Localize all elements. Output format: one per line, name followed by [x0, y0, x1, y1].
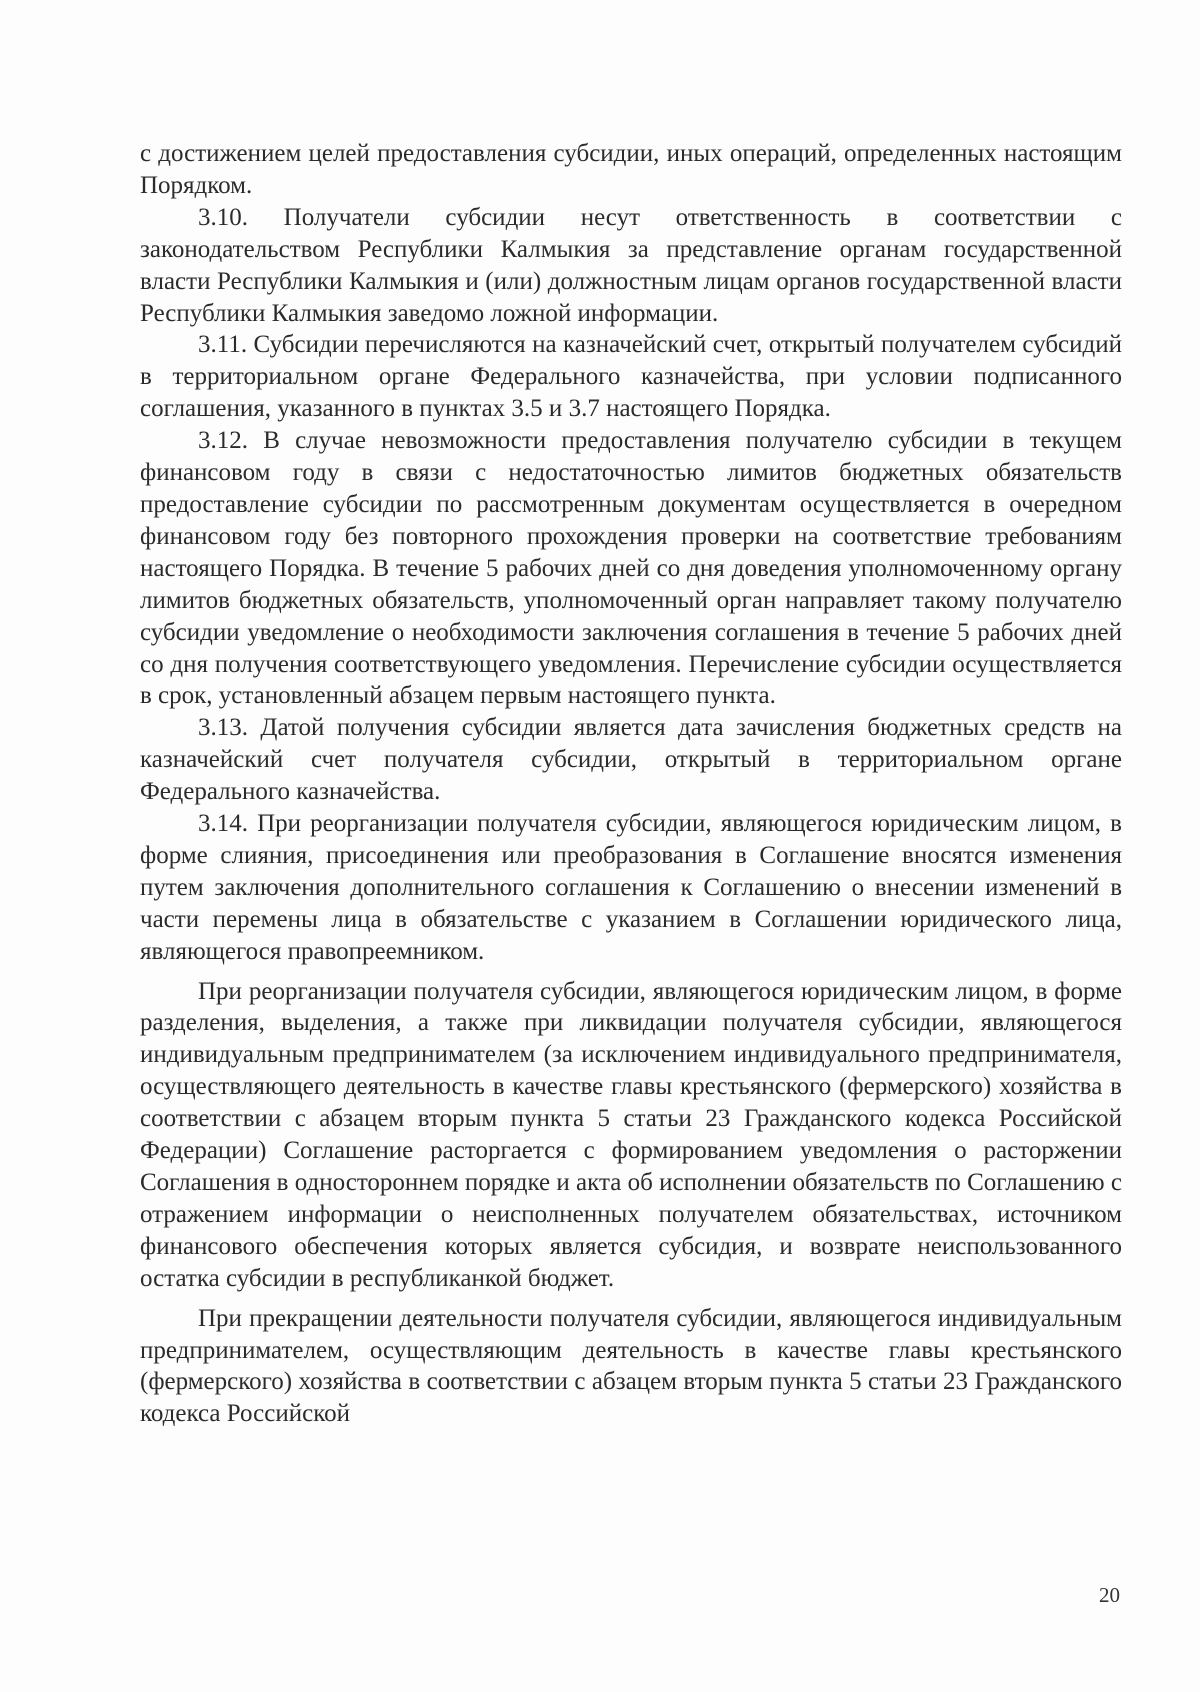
paragraph-3-11: 3.11. Субсидии перечисляются на казначейский счет, открытый получателем субсидий в территориальном органе Федерального казначейства, при условии подписанного соглашения, указанного в пунктах 3.5 и 3.7 настоящего Порядка.	[140, 331, 1122, 423]
paragraph-3-12: 3.12. В случае невозможности предоставления получателю субсидии в текущем финансовом году в связи с недостаточностью лимитов бюджетных обязательств предоставление субсидии по рассмотренным документам осуществляется в очередном финансовом году без повторного прохождения проверки на соответствие требованиям настоящего Порядка. В течение 5 рабочих дней со дня доведения уполномоченному органу лимитов бюджетных обязательств, уполномоченный орган направляет такому получателю субсидии уведомление о необходимости заключения соглашения в течение 5 рабочих дней со дня получения соответствующего уведомления. Перечисление субсидии осуществляется в срок, установленный абзацем первым настоящего пункта.	[140, 427, 1122, 710]
paragraph-3-10: 3.10. Получатели субсидии несут ответственность в соответствии с законодательством Республики Калмыкия за представление органам государственной власти Республики Калмыкия и (или) должностным лицам органов государственной власти Республики Калмыкия заведомо ложной информации.	[140, 203, 1122, 327]
paragraph-3-13: 3.13. Датой получения субсидии является дата зачисления бюджетных средств на казначейский счет получателя субсидии, открытый в территориальном органе Федерального казначейства.	[140, 714, 1122, 806]
document-body	[140, 138, 1122, 1430]
paragraph-3-14: 3.14. При реорганизации получателя субсидии, являющегося юридическим лицом, в форме слияния, присоединения или преобразования в Соглашение вносятся изменения путем заключения дополнительного соглашения к Соглашению о внесении изменений в части перемены лица в обязательстве с указанием в Соглашении юридического лица, являющегося правопреемником.	[140, 810, 1122, 965]
paragraph-continuation: с достижением целей предоставления субсидии, иных операций, определенных настоящим Порядком.	[140, 140, 1122, 199]
paragraph-termination: При прекращении деятельности получателя субсидии, являющегося индивидуальным предпринимателем, осуществляющим деятельность в качестве главы крестьянского (фермерского) хозяйства в соответствии с абзацем вторым пункта 5 статьи 23 Гражданского кодекса Российской	[140, 1304, 1122, 1428]
paragraph-reorganization: При реорганизации получателя субсидии, являющегося юридическим лицом, в форме разделения, выделения, а также при ликвидации получателя субсидии, являющегося индивидуальным предпринимателем (за исключением индивидуального предпринимателя, осуществляющего деятельность в качестве главы крестьянского (фермерского) хозяйства в соответствии с абзацем вторым пункта 5 статьи 23 Гражданского кодекса Российской Федерации) Соглашение расторгается с формированием уведомления о расторжении Соглашения в одностороннем порядке и акта об исполнении обязательств по Соглашению с отражением информации о неисполненных получателем обязательствах, источником финансового обеспечения которых является субсидия, и возврате неиспользованного остатка субсидии в республиканкой бюджет.	[140, 977, 1122, 1292]
page-number: 20	[1099, 1583, 1120, 1607]
